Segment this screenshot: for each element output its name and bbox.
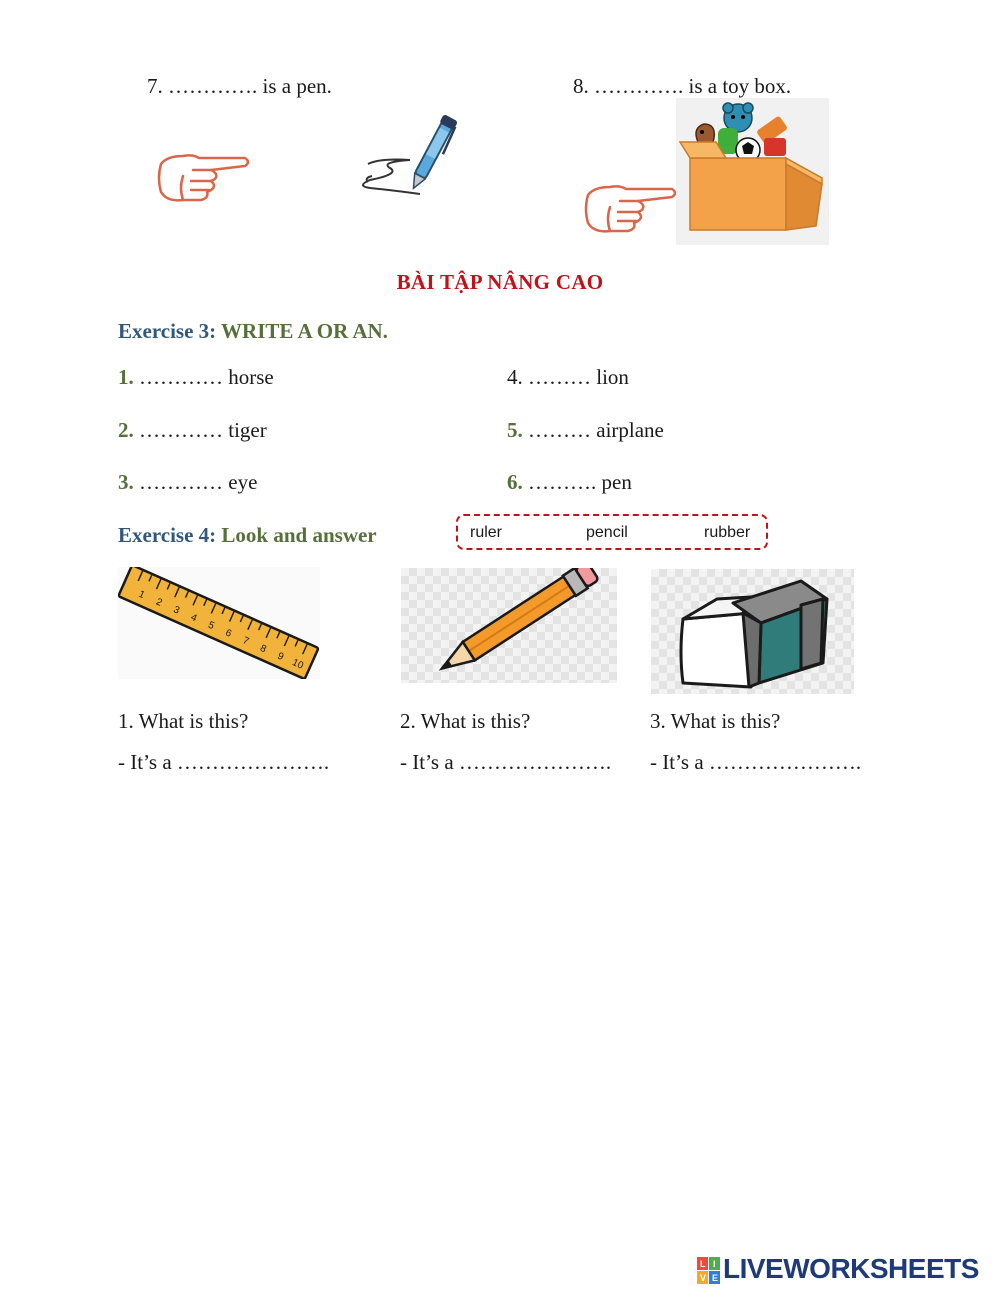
word-bank (456, 514, 768, 550)
badge-letter: I (713, 1259, 716, 1269)
item-text: ……… airplane (528, 418, 664, 442)
word-bank-item: pencil (586, 524, 628, 541)
item-text: ……… lion (528, 365, 629, 389)
exercise-4-answer: - It’s a …………………. (118, 750, 330, 774)
ruler-number: 2 (154, 596, 164, 609)
exercise-3-instruction: WRITE A OR AN. (221, 319, 388, 343)
item-number: 2. (118, 418, 134, 442)
exercise-3-label: Exercise 3: (118, 319, 217, 343)
ruler-number: 5 (206, 619, 216, 633)
item-number: 6. (507, 470, 523, 494)
pointing-hand-icon (580, 181, 680, 237)
toy-box-image (676, 98, 829, 245)
exercise-4-question: 1. What is this? (118, 709, 249, 733)
ruler-number: 1 (136, 588, 147, 602)
advanced-exercises-heading: BÀI TẬP NÂNG CAO (396, 270, 604, 294)
item-number: 5. (507, 418, 523, 442)
badge-letter: V (700, 1273, 707, 1283)
ruler-number: 4 (188, 612, 199, 625)
badge-letter: L (700, 1259, 706, 1269)
exercise-4-answer: - It’s a …………………. (400, 750, 612, 774)
liveworksheets-logo: LIVEWORKSHEETS (723, 1253, 979, 1284)
ruler-image (118, 567, 320, 679)
exercise-3-title (118, 319, 388, 344)
liveworksheets-badge-icon (697, 1255, 721, 1287)
exercise-3-item (118, 470, 257, 495)
exercise-3-item (118, 418, 267, 443)
ruler-number: 3 (171, 604, 182, 617)
exercise-3-item (118, 365, 274, 390)
question-8: 8. …………. is a toy box. (573, 74, 792, 98)
word-bank-item: rubber (704, 524, 751, 541)
badge-letter: E (712, 1273, 719, 1283)
item-text: ………… horse (139, 365, 274, 389)
exercise-3-item (507, 365, 629, 390)
exercise-3-item (507, 470, 632, 495)
exercise-4-label: Exercise 4: (118, 523, 217, 547)
ruler-number: 10 (290, 657, 305, 672)
ruler-number: 6 (223, 627, 234, 640)
exercise-4-instruction: Look and answer (221, 523, 377, 547)
exercise-4-question: 2. What is this? (400, 709, 531, 733)
item-text: ………. pen (528, 470, 632, 494)
exercise-4-answer: - It’s a …………………. (650, 750, 862, 774)
question-7: 7. …………. is a pen. (147, 74, 332, 98)
ruler-number: 9 (275, 650, 286, 663)
rubber-image (651, 569, 854, 694)
exercise-3-item (507, 418, 664, 443)
pen-image (350, 108, 460, 198)
item-number: 1. (118, 365, 134, 389)
item-number: 4. (507, 365, 523, 389)
exercise-4-title (118, 523, 377, 548)
item-text: ………… tiger (139, 418, 267, 442)
ruler-number: 8 (258, 642, 268, 656)
exercise-4-question: 3. What is this? (650, 709, 781, 733)
word-bank-item: ruler (470, 524, 503, 541)
pointing-hand-icon (153, 150, 253, 206)
item-text: ………… eye (139, 470, 258, 494)
pencil-image (401, 568, 617, 683)
ruler-number: 7 (240, 635, 251, 648)
item-number: 3. (118, 470, 134, 494)
